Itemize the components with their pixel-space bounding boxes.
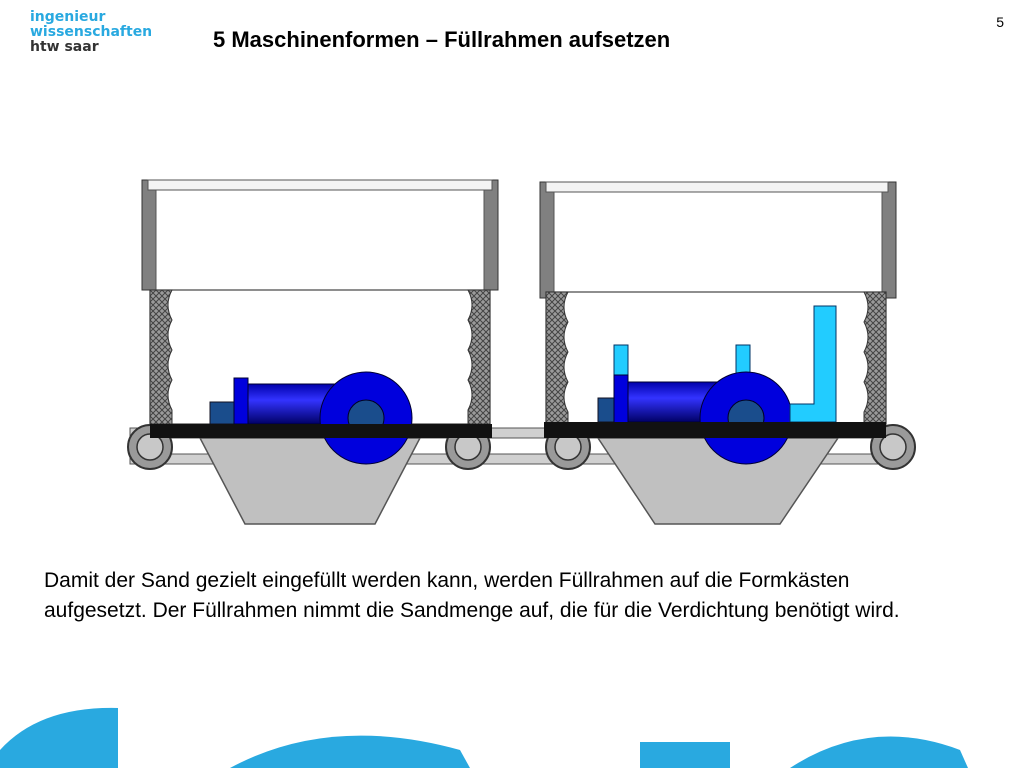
htw-saar-logo (30, 10, 152, 55)
filling-frame-right (540, 182, 896, 298)
caption-text: Damit der Sand gezielt eingefüllt werden kann, werden Füllrahmen auf die Formkästen aufgesetzt. Der Füllrahmen nimmt die Sandmenge auf, die für die Verdichtung benötigt wird. (44, 569, 900, 622)
slide-number: 5 (996, 14, 1004, 30)
logo-line-htw-saar: htw saar (30, 39, 99, 55)
molding-diagram (120, 170, 920, 530)
logo-line-ingenieur: ingenieur (30, 9, 106, 25)
background-decoration (0, 690, 1024, 768)
logo-line-wissenschaften: wissenschaften (30, 24, 153, 40)
pattern-plate-left (150, 424, 492, 438)
filling-frame-left (142, 180, 498, 290)
slide-title: 5 Maschinenformen – Füllrahmen aufsetzen (213, 27, 671, 52)
pattern-plate-right (544, 422, 886, 438)
